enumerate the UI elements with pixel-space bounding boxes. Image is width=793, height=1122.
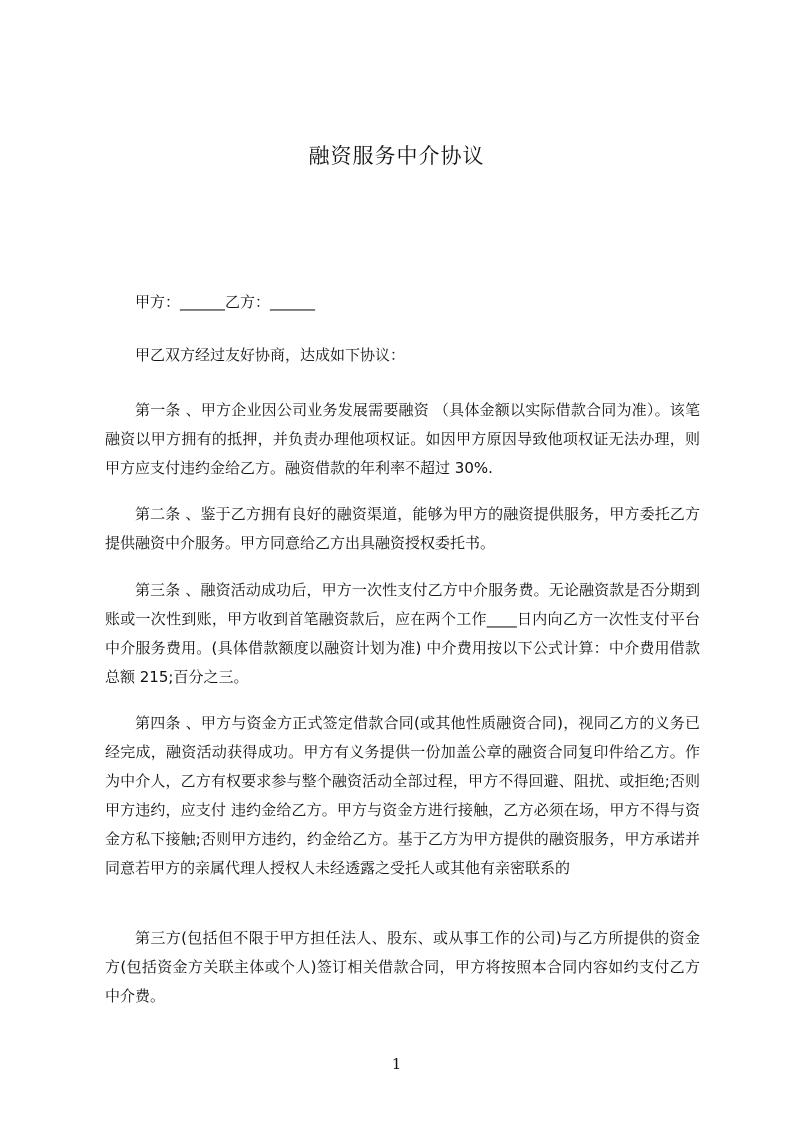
article-2: 第二条 、鉴于乙方拥有良好的融资渠道，能够为甲方的融资提供服务，甲方委托乙方提供融资中介服务。甲方同意给乙方出具融资授权委托书。: [105, 505, 700, 552]
article-4-continued: 第三方(包括但不限于甲方担任法人、股东、或从事工作的公司)与乙方所提供的资金方(包括资金方关联主体或个人)签订相关借款合同，甲方将按照本合同内容如约支付乙方中介费。: [105, 929, 700, 1005]
page-number: 1: [391, 1055, 402, 1073]
document-title: 融资服务中介协议: [308, 144, 485, 168]
article-3: 第三条 、融资活动成功后，甲方一次性支付乙方中介服务费。无论融资款是否分期到账或一次性到账，甲方收到首笔融资款后，应在两个工作____日内向乙方一次性支付平台中介服务费用。(具体借款额度以融资计划为准) 中介费用按以下公式计算：中介费用借款总额 215;百分之三。: [105, 581, 700, 686]
article-1: 第一条 、甲方企业因公司业务发展需要融资 （具体金额以实际借款合同为准）。该笔融资以甲方拥有的抵押，并负责办理他项权证。如因甲方原因导致他项权证无法办理，则甲方应支付违约金给乙方。融资借款的年利率不超过 30%.: [105, 401, 700, 477]
article-4: 第四条 、甲方与资金方正式签定借款合同(或其他性质融资合同)，视同乙方的义务已经完成，融资活动获得成功。甲方有义务提供一份加盖公章的融资合同复印件给乙方。作为中介人，乙方有权要求参与整个融资活动全部过程，甲方不得回避、阻扰、或拒绝;否则甲方违约，应支付 违约金给乙方。甲方与资金方进行接触，乙方必须在场，甲方不得与资金方私下接触;否则甲方违约，约金给乙方。基于乙方为甲方提供的融资服务，甲方承诺并同意若甲方的亲属代理人授权人未经透露之受托人或其他有亲密联系的: [105, 714, 700, 877]
intro-paragraph: 甲乙双方经过友好协商，达成如下协议：: [135, 346, 406, 364]
parties-line: 甲方：______乙方：______: [135, 293, 316, 311]
